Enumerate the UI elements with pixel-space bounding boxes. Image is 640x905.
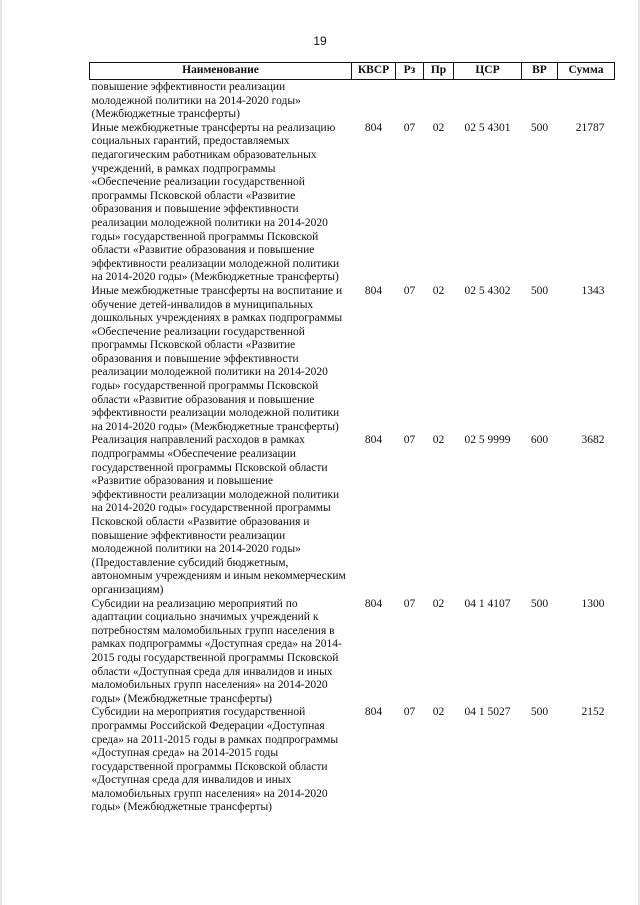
row-rz: 07 bbox=[403, 121, 416, 134]
row-rz: 07 bbox=[403, 706, 416, 719]
row-pr: 02 bbox=[432, 706, 445, 719]
row-sum: 3682 bbox=[581, 434, 605, 447]
page-number: 19 bbox=[313, 34, 327, 48]
row-kvsr: 804 bbox=[364, 597, 383, 610]
row-kvsr: 804 bbox=[364, 434, 383, 447]
row-vr: 500 bbox=[530, 121, 549, 134]
row-csr: 02 5 4302 bbox=[464, 284, 511, 297]
row-pr: 02 bbox=[432, 597, 445, 610]
row-rz: 07 bbox=[403, 284, 416, 297]
header-pr: Пр bbox=[424, 63, 454, 80]
row-kvsr: 804 bbox=[364, 121, 383, 134]
row-vr: 500 bbox=[530, 597, 549, 610]
row-rz: 07 bbox=[403, 597, 416, 610]
row-vr: 500 bbox=[530, 284, 549, 297]
row-csr: 04 1 4107 bbox=[464, 597, 511, 610]
table-row bbox=[90, 434, 615, 597]
header-kvsr: КВСР bbox=[352, 63, 396, 80]
row-kvsr bbox=[352, 80, 396, 122]
row-vr bbox=[522, 80, 558, 122]
row-kvsr: 804 bbox=[364, 284, 383, 297]
table-row bbox=[90, 122, 615, 285]
table-row bbox=[90, 80, 615, 122]
header-csr: ЦСР bbox=[454, 63, 522, 80]
row-vr: 500 bbox=[530, 706, 549, 719]
header-sum: Сумма bbox=[558, 63, 615, 80]
row-kvsr: 804 bbox=[364, 706, 383, 719]
row-pr: 02 bbox=[432, 284, 445, 297]
row-vr: 600 bbox=[530, 434, 549, 447]
table-header-row bbox=[90, 63, 615, 80]
table-row bbox=[90, 706, 615, 815]
row-name: Реализация направлений расходов в рамках подпрограммы «Обеспечение реализации государственной программы Псковской области «Развитие образования и повышение эффективности реализации молодежной политики на 2014-2020 годы» государственной программы Псковской области «Развитие образования и повышение эффективности реализации молодежной политики на 2014-2020 годы» (Предоставление субсидий бюджетным, автономным учреждениям и иным некоммерческим организациям) bbox=[91, 434, 346, 596]
scan-edge-left bbox=[0, 0, 2, 905]
table-row bbox=[90, 598, 615, 707]
row-sum bbox=[558, 80, 615, 122]
row-name: Иные межбюджетные трансферты на реализацию социальных гарантий, предоставляемых педагогическим работникам образовательных учреждений, в рамках подпрограммы «Обеспечение реализации государственной программы Псковской области «Развитие образования и повышение эффективности реализации молодежной политики на 2014-2020 годы» государственной программы Псковской области «Развитие образования и повышение эффективности реализации молодежной политики на 2014-2020 годы» (Межбюджетные трансферты) bbox=[91, 121, 340, 284]
row-pr: 02 bbox=[432, 434, 445, 447]
row-name: Иные межбюджетные трансферты на воспитание и обучение детей-инвалидов в муниципальных дошкольных учреждениях в рамках подпрограммы «Обеспечение реализации государственной программы Псковской области «Развитие образования и повышение эффективности реализации молодежной политики на 2014-2020 годы» государственной программы Псковской области «Развитие образования и повышение эффективности реализации молодежной политики на 2014-2020 годы» (Межбюджетные трансферты) bbox=[91, 284, 343, 433]
row-sum: 1300 bbox=[581, 597, 605, 610]
row-sum: 1343 bbox=[581, 284, 605, 297]
row-name: повышение эффективности реализации молодежной политики на 2014-2020 годы» (Межбюджетные трансферты) bbox=[91, 81, 301, 121]
header-name: Наименование bbox=[90, 63, 352, 80]
row-pr bbox=[424, 80, 454, 122]
header-vr: ВР bbox=[522, 63, 558, 80]
row-rz: 07 bbox=[403, 434, 416, 447]
row-name: Субсидии на мероприятия государственной программы Российской Федерации «Доступная среда» на 2011-2015 годы в рамках подпрограммы «Доступная среда» на 2014-2015 годы государственной программы Псковской области «Доступная среда для инвалидов и иных маломобильных групп населения» на 2014-2020 годы» (Межбюджетные трансферты) bbox=[91, 706, 339, 814]
row-sum: 21787 bbox=[575, 121, 605, 134]
row-csr: 02 5 9999 bbox=[464, 434, 511, 447]
row-csr: 02 5 4301 bbox=[464, 121, 511, 134]
row-pr: 02 bbox=[432, 121, 445, 134]
row-sum: 2152 bbox=[581, 706, 605, 719]
budget-table bbox=[89, 62, 615, 815]
row-rz bbox=[396, 80, 424, 122]
table-row bbox=[90, 285, 615, 435]
row-csr: 04 1 5027 bbox=[464, 706, 511, 719]
header-rz: Рз bbox=[396, 63, 424, 80]
row-csr bbox=[454, 80, 522, 122]
row-name: Субсидии на реализацию мероприятий по адаптации социально значимых учреждений к потребностям маломобильных групп населения в рамках подпрограммы «Доступная среда» на 2014-2015 годы государственной программы Псковской области «Доступная среда для инвалидов и иных маломобильных групп населения» на 2014-2020 годы» (Межбюджетные трансферты) bbox=[91, 597, 342, 705]
